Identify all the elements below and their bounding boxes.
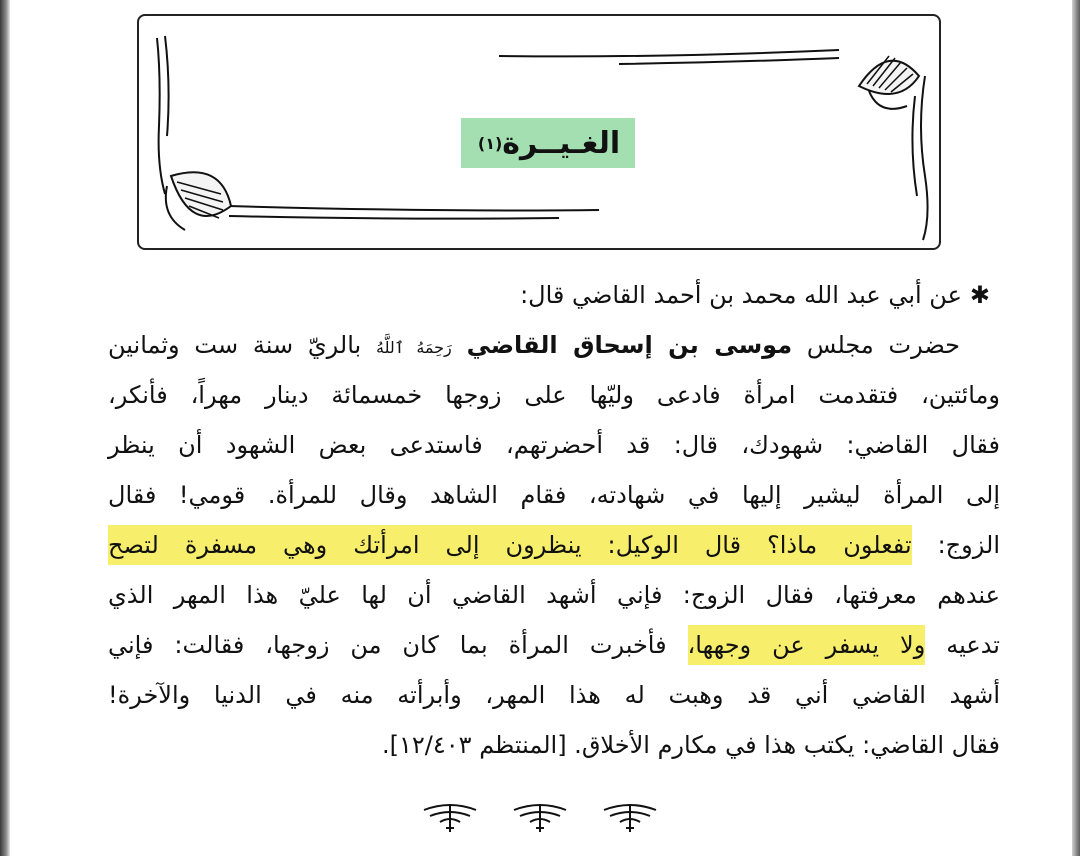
bullet-star-icon: ✱	[969, 281, 990, 309]
text-segment: بالريّ سنة ست وثمانين	[108, 331, 376, 359]
text-line: فقال القاضي: شهودك، قال: قد أحضرتهم، فاستدعى بعض الشهود أن ينظر	[108, 431, 1000, 459]
page-edge-right	[1072, 0, 1080, 856]
body-text	[108, 270, 1000, 770]
section-end-ornaments	[420, 796, 660, 836]
text-line	[108, 520, 1000, 570]
shell-ornament-icon	[166, 172, 231, 230]
text-line: أشهد القاضي أني قد وهبت له هذا المهر، وأبرأته منه في الدنيا والآخرة!	[108, 681, 1000, 709]
text-segment: فأخبرت المرأة بما كان من زوجها، فقالت: فإني	[108, 631, 688, 659]
page-edge-left	[0, 0, 10, 856]
text-line: عندهم معرفتها، فقال الزوج: فإني أشهد القاضي أن لها عليّ هذا المهر الذي	[108, 581, 1000, 609]
text-line	[108, 270, 1000, 320]
fleuron-icon	[600, 796, 660, 836]
text-line	[108, 620, 1000, 670]
honorific: رَحِمَهُ ٱللَّهُ	[375, 338, 452, 357]
narration-intro: عن أبي عبد الله محمد بن أحمد القاضي قال:	[520, 281, 962, 309]
shell-ornament-icon	[859, 56, 919, 109]
text-segment: حضرت مجلس	[792, 331, 961, 359]
highlighted-text: ولا يسفر عن وجهها،	[688, 625, 926, 665]
fleuron-icon	[510, 796, 570, 836]
text-line: ومائتين، فتقدمت امرأة فادعى وليّها على زوجها خمسمائة دينار مهراً، فأنكر،	[108, 381, 1000, 409]
text-line: فقال القاضي: يكتب هذا في مكارم الأخلاق. [المنتظم ١٢/٤٠٣].	[382, 731, 1000, 759]
chapter-title: الغـيــرة	[502, 125, 621, 161]
highlighted-text: تفعلون ماذا؟ قال الوكيل: ينظرون إلى امرأتك وهي مسفرة لتصح	[108, 525, 912, 565]
footnote-ref: (١)	[477, 133, 503, 153]
chapter-title-box	[461, 118, 635, 168]
text-segment: الزوج:	[911, 531, 1000, 559]
text-line	[108, 320, 1000, 370]
fleuron-icon	[420, 796, 480, 836]
text-line: إلى المرأة ليشير إليها في شهادته، فقام الشاهد وقال للمرأة. قومي! فقال	[108, 481, 1000, 509]
judge-name: موسى بن إسحاق القاضي	[466, 331, 793, 359]
text-segment: تدعيه	[925, 631, 1000, 659]
